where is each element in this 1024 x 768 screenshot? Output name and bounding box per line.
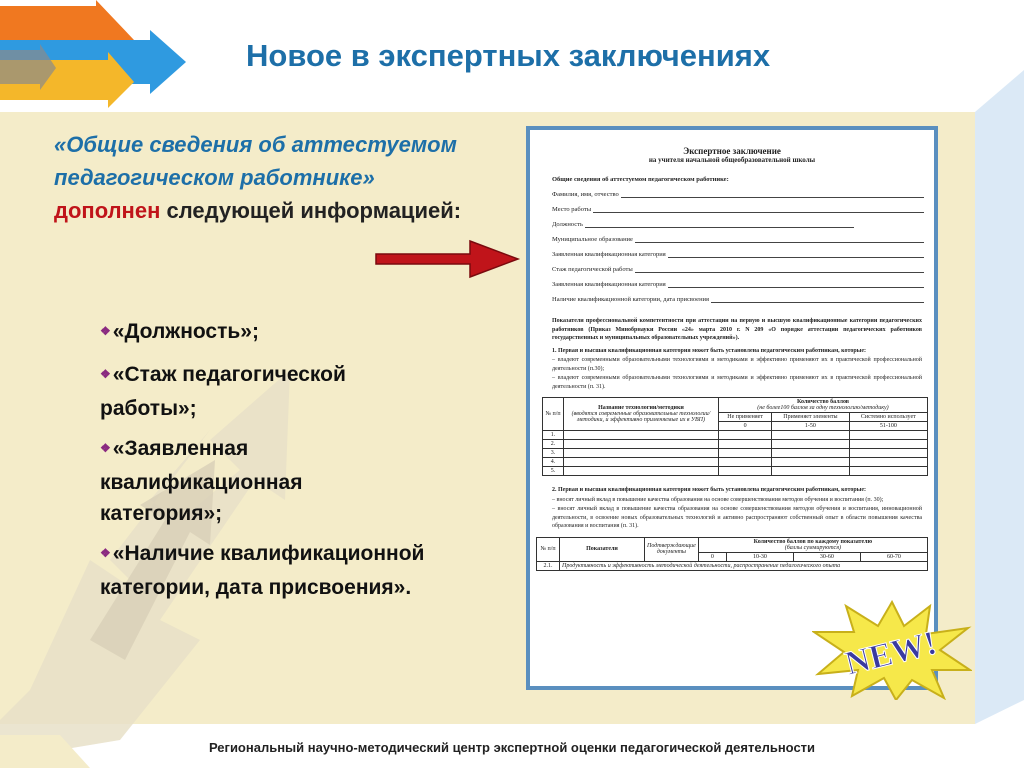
doc-field: Фамилия, имя, отчество xyxy=(552,183,924,198)
intro-red-word: дополнен xyxy=(54,198,161,223)
doc-field: Муниципальное образование xyxy=(552,228,924,243)
table-row: 2. xyxy=(543,440,928,449)
new-badge xyxy=(812,600,972,700)
doc-item1-b: – владеют современными образовательными технологиями и методиками и эффективно применяют их в практической профессиональной деятельности (п. 31). xyxy=(552,375,922,390)
bullet-item: ❖«Стаж педагогической работы»; xyxy=(100,363,346,420)
doc-field: Должность xyxy=(552,213,924,228)
doc-field: Наличие квалификационной категории, дата присвоения xyxy=(552,288,924,303)
doc-field: Место работы xyxy=(552,198,924,213)
table-row: 2.1. Продуктивность и эффективность методической деятельности, распространение педагогического опыта xyxy=(537,561,928,570)
table-row: 3. xyxy=(543,449,928,458)
doc-table-1: № п/п Название технологии/методики (вводятся современные образовательные технологии/ методики, и эффективно применяемые их в УВП) Количество баллов (не более100 баллов за одну технологию/методику) Не применяет Применяет элементы Системно использует 0 1-50 51-100 1. 2. 3. 4. 5. xyxy=(542,397,928,476)
bullet-item: ❖«Наличие квалификационной категории, дата присвоения». xyxy=(100,542,425,599)
bullet-list xyxy=(100,316,430,612)
table-row: 5. xyxy=(543,467,928,476)
doc-title: Экспертное заключение xyxy=(683,146,781,156)
footer-text: Региональный научно-методический центр экспертной оценки педагогической деятельности xyxy=(208,740,816,755)
doc-item2-a: – вносят личный вклад в повышение качества образования на основе совершенствования методов обучения и воспитания (п. 30); xyxy=(552,496,884,503)
doc-item1-a: – владеют современными образовательными технологиями и методиками и эффективно применяют их в практической профессиональной деятельности (п.30); xyxy=(552,357,922,372)
diamond-bullet-icon: ❖ xyxy=(100,324,111,338)
doc-indicators-text: Показатели профессиональной компетентности при аттестации на первую и высшую квалификационные категории педагогических работников (Приказ Минобрнауки России «24» марта 2010 г. N 209 «О порядке аттестации педагогических работников государственных и муниципальных образовательных учреждений»). xyxy=(552,318,922,341)
new-badge-text: NEW! xyxy=(841,624,941,683)
diamond-bullet-icon: ❖ xyxy=(100,546,111,560)
diamond-bullet-icon: ❖ xyxy=(100,367,111,381)
diamond-bullet-icon: ❖ xyxy=(100,441,111,455)
doc-field: Стаж педагогической работы xyxy=(552,258,924,273)
page-title: Новое в экспертных заключениях xyxy=(246,38,771,73)
doc-section-heading: Общие сведения об аттестуемом педагогическом работнике: xyxy=(552,176,729,183)
logo-arrows xyxy=(0,0,190,112)
table-row: 4. xyxy=(543,458,928,467)
pointer-arrow-icon xyxy=(372,237,522,281)
doc-item1: 1. Первая и высшая квалификационная категория может быть установлена педагогическим работникам, которые: xyxy=(552,347,867,354)
bullet-item: ❖«Заявленная квалификационная категория»; xyxy=(100,437,303,525)
doc-table-2: № п/п Показатели Подтверждающие документы Количество баллов по каждому показателю (баллы суммируются) 0 10-30 30-60 60-70 2.1. Продуктивность и эффективность методической деятельности, распространение педагогического опыта xyxy=(536,537,928,571)
intro-italic: «Общие сведения об аттестуемом педагогическом работнике» xyxy=(54,132,457,190)
table-row: 1. xyxy=(543,431,928,440)
intro-rest: следующей информацией: xyxy=(166,198,462,223)
intro-text xyxy=(54,128,494,227)
doc-item2: 2. Первая и высшая квалификационная категория может быть установлена педагогическим работникам, которые: xyxy=(552,487,867,493)
doc-field: Заявленная квалификационная категория xyxy=(552,273,924,288)
doc-subtitle: на учителя начальной общеобразовательной школы xyxy=(648,156,816,164)
bullet-item: ❖«Должность»; xyxy=(100,320,259,343)
doc-item2-b: – вносят личный вклад в повышение качества образования на основе совершенствования методов обучения и воспитания, инновационной деятельности, в освоение новых образовательных технологий и активно распространяют собственный опыт в области повышения качества образования и воспитания (п. 31). xyxy=(552,506,922,529)
doc-field: Заявленная квалификационная категория xyxy=(552,243,924,258)
